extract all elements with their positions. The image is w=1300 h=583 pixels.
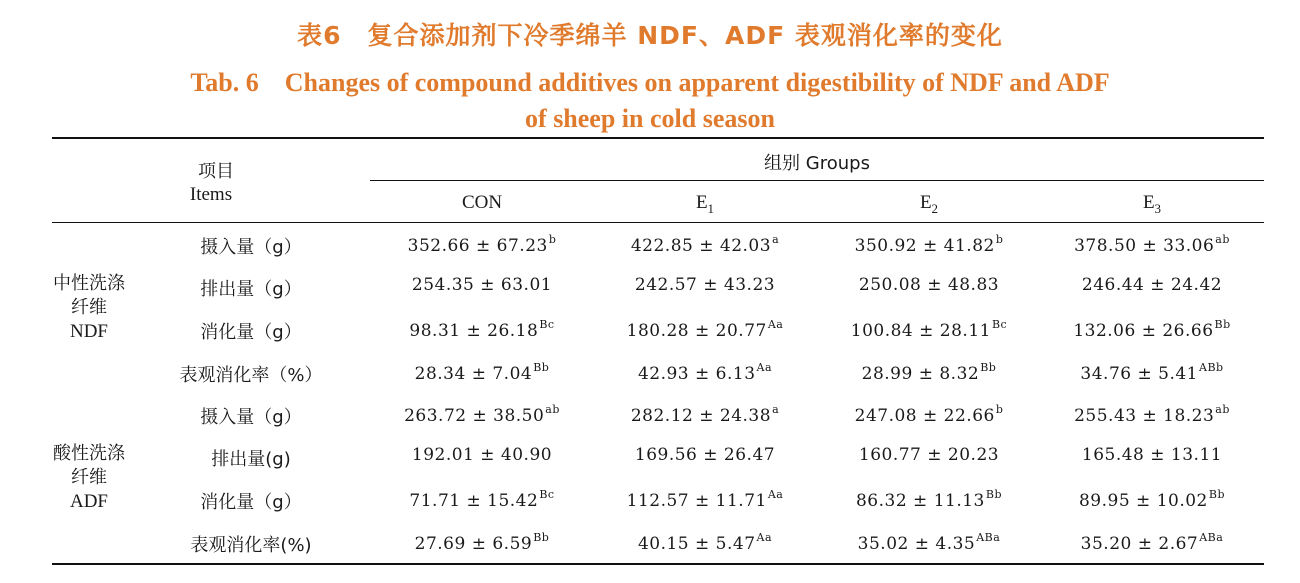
table-cell: 247.08 ± 22.66$^b$ <box>854 403 1004 426</box>
groups-underline-rule <box>370 180 1264 181</box>
table-bottom-rule <box>52 563 1264 565</box>
row-item-label: 表观消化率（%） <box>179 365 323 386</box>
significance-superscript: ab <box>1215 233 1230 246</box>
table-cell: 192.01 ± 40.90 <box>411 445 553 465</box>
table-cell: 378.50 ± 33.06$^{ab}$ <box>1074 233 1230 256</box>
row-item-label: 表观消化率(%) <box>190 535 312 556</box>
row-item-label: 排出量(g) <box>211 449 291 470</box>
category-label-line: NDF <box>69 321 108 342</box>
category-label-line: 中性洗涤 <box>53 273 125 294</box>
significance-superscript: Bb <box>1214 318 1231 331</box>
table-cell: $180.28 \pm 20.77^{Aa}$ <box>626 318 784 341</box>
table-cell: $34.76 \pm 5.41^{ABb}$ <box>1080 361 1224 384</box>
table-cell: $35.20 \pm 2.67^{ABa}$ <box>1080 531 1224 554</box>
significance-superscript: ABa <box>1199 531 1224 544</box>
table-cell: $40.15 \pm 5.47^{Aa}$ <box>637 531 773 554</box>
row-item-label: 消化量（g） <box>200 322 302 343</box>
significance-superscript: b <box>995 403 1004 416</box>
significance-superscript: Aa <box>756 361 773 374</box>
significance-superscript: Bb <box>533 361 550 374</box>
table-cell: $28.99 \pm 8.32^{Bb}$ <box>861 361 997 384</box>
table-title-en-line1: Tab. 6 Changes of compound additives on apparent digestibility of NDF and ADF <box>190 68 1110 97</box>
category-label-line: 纤维 <box>71 297 107 318</box>
header-bottom-rule <box>52 222 1264 223</box>
table-cell: 350.92 ± 41.82$^b$ <box>854 233 1004 256</box>
table-cell: $42.93 \pm 6.13^{Aa}$ <box>637 361 773 384</box>
significance-superscript: Bb <box>980 361 997 374</box>
items-header-en: Items <box>189 184 233 205</box>
table-cell: $28.34 \pm 7.04^{Bb}$ <box>414 361 550 384</box>
significance-superscript: ABb <box>1199 361 1224 374</box>
table-cell: $71.71 \pm 15.42^{Bc}$ <box>409 488 555 511</box>
significance-superscript: a <box>772 403 780 416</box>
significance-superscript: ab <box>545 403 560 416</box>
significance-superscript: Bc <box>539 318 555 331</box>
table-cell: $89.95 \pm 10.02^{Bb}$ <box>1078 488 1225 511</box>
category-label-line: 酸性洗涤 <box>53 443 125 464</box>
column-header-e1: $E_1$ <box>695 192 715 216</box>
table-cell: $132.06 \pm 26.66^{Bb}$ <box>1073 318 1231 341</box>
table-cell: 169.56 ± 26.47 <box>634 445 776 465</box>
category-label-line: 纤维 <box>71 467 107 488</box>
row-item-label: 摄入量（g） <box>200 407 302 428</box>
table-cell: 352.66 ± 67.23$^b$ <box>407 233 557 256</box>
table-cell: $100.84 \pm 28.11^{Bc}$ <box>850 318 1008 341</box>
significance-superscript: b <box>548 233 557 246</box>
table-cell: 255.43 ± 18.23$^{ab}$ <box>1074 403 1230 426</box>
column-header-con: CON <box>461 192 503 213</box>
table-cell: $86.32 \pm 11.13^{Bb}$ <box>855 488 1002 511</box>
table-cell: 254.35 ± 63.01 <box>411 275 553 295</box>
table-title-cn: 表6 复合添加剂下冷季绵羊 NDF、ADF 表观消化率的变化 <box>297 21 1003 50</box>
category-label-line: ADF <box>69 491 108 512</box>
column-header-e2: $E_2$ <box>919 192 939 216</box>
significance-superscript: Bb <box>1208 488 1225 501</box>
table-cell: 160.77 ± 20.23 <box>858 445 1000 465</box>
significance-superscript: b <box>995 233 1004 246</box>
category-label <box>52 442 126 514</box>
significance-superscript: ab <box>1215 403 1230 416</box>
significance-superscript: Aa <box>767 318 784 331</box>
table-cell: 242.57 ± 43.23 <box>634 275 776 295</box>
groups-header: 组别 Groups <box>764 153 870 174</box>
significance-superscript: Bb <box>533 531 550 544</box>
items-header-cn: 项目 <box>198 161 234 182</box>
table-cell: 282.12 ± 24.38$^a$ <box>630 403 780 426</box>
row-item-label: 排出量（g） <box>200 279 302 300</box>
significance-superscript: Bc <box>539 488 555 501</box>
significance-superscript: ABa <box>976 531 1001 544</box>
table-title-en-line2: of sheep in cold season <box>525 104 775 133</box>
table-cell: 165.48 ± 13.11 <box>1081 445 1223 465</box>
table-cell: $98.31 \pm 26.18^{Bc}$ <box>409 318 555 341</box>
significance-superscript: Bb <box>985 488 1002 501</box>
table-cell: 246.44 ± 24.42 <box>1081 275 1223 295</box>
table-cell: $112.57 \pm 11.71^{Aa}$ <box>626 488 784 511</box>
table-cell: $35.02 \pm 4.35^{ABa}$ <box>857 531 1001 554</box>
table-cell: $27.69 \pm 6.59^{Bb}$ <box>414 531 550 554</box>
table-cell: 263.72 ± 38.50$^{ab}$ <box>404 403 560 426</box>
significance-superscript: Aa <box>767 488 784 501</box>
significance-superscript: Aa <box>756 531 773 544</box>
table-cell: 422.85 ± 42.03$^a$ <box>630 233 780 256</box>
category-label <box>52 272 126 344</box>
table-cell: 250.08 ± 48.83 <box>858 275 1000 295</box>
row-item-label: 消化量（g） <box>200 492 302 513</box>
significance-superscript: Bc <box>991 318 1008 331</box>
row-item-label: 摄入量（g） <box>200 237 302 258</box>
table-top-rule <box>52 137 1264 139</box>
significance-superscript: a <box>772 233 780 246</box>
column-header-e3: $E_3$ <box>1142 192 1162 216</box>
